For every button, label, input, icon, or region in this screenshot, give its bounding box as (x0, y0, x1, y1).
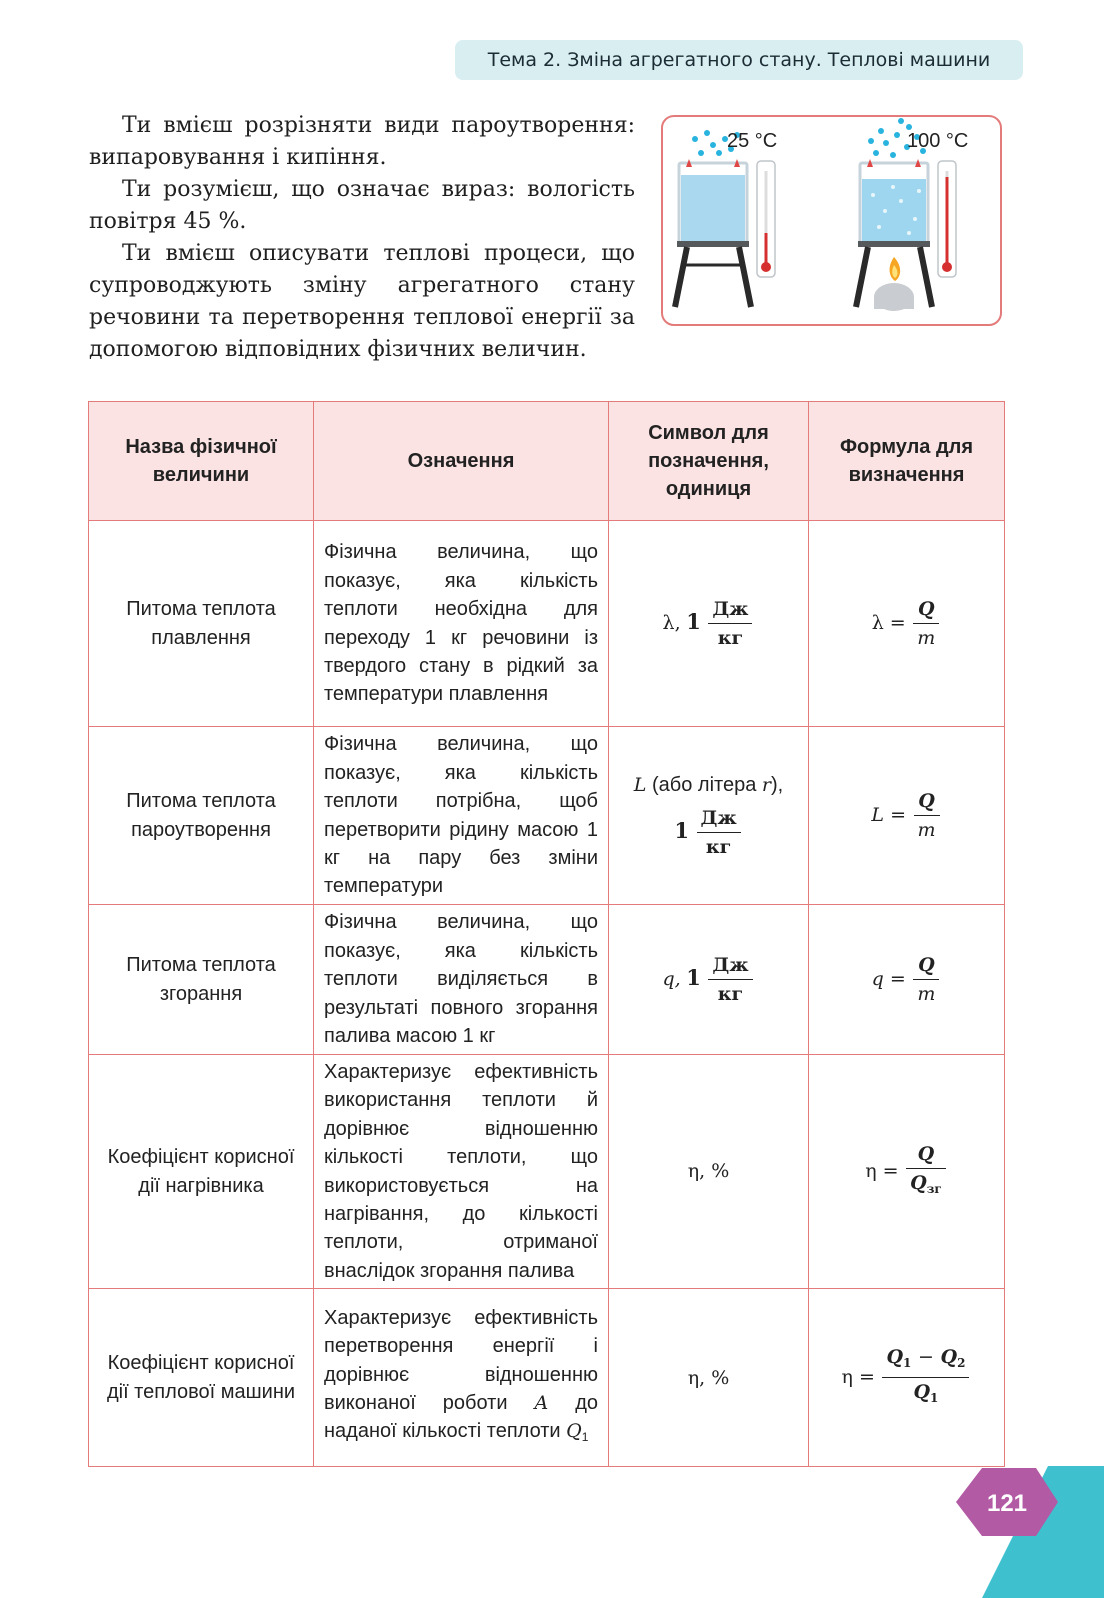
intro-paragraph: Ти розумієш, що означає вираз: вологість повітря 45 %. (89, 177, 635, 234)
unit-coefficient: 1 (686, 964, 701, 990)
symbol-alt-letter: r (761, 773, 771, 796)
table-row (89, 1289, 1005, 1467)
definition-text: Характеризує ефективність перетворення енергії і дорівнює відношенню виконаної роботи (324, 1306, 598, 1414)
formula-num-b-subscript: 2 (957, 1356, 966, 1371)
quantity-formula (809, 1289, 1005, 1467)
quantity-name: Питома теплота пароутворення (89, 727, 314, 905)
quantity-symbol (609, 521, 809, 727)
unit-fraction (708, 596, 752, 651)
thermometer-right-icon (938, 161, 956, 277)
quantity-formula (809, 727, 1005, 905)
definition-tail: до наданої кількості теплоти (324, 1391, 598, 1443)
formula-denominator: m (917, 983, 936, 1005)
intro-text (89, 110, 635, 366)
formula-lhs: η = (865, 1159, 899, 1182)
table-header-row (89, 402, 1005, 521)
formula-lhs: λ = (871, 611, 906, 634)
intro-paragraph: Ти вмієш описувати теплові процеси, що супроводжують зміну агрегатного стану речовини та перетворення теплової енергії за допомогою відповідних фізичних величин. (89, 241, 635, 362)
quantity-symbol (609, 727, 809, 905)
formula-numerator: Q (906, 1141, 946, 1169)
formula-num-a: Q (886, 1346, 903, 1369)
quantity-formula (809, 1055, 1005, 1289)
formula-numerator: Q (914, 788, 940, 816)
quantity-formula (809, 905, 1005, 1055)
quantity-symbol (609, 905, 809, 1055)
table-row (89, 521, 1005, 727)
symbol-letter: q, (662, 967, 681, 990)
formula-denominator: m (917, 819, 936, 841)
formula-den-subscript: 1 (930, 1391, 939, 1406)
table-row (89, 727, 1005, 905)
formula-fraction (914, 788, 940, 843)
formula-numerator: Q (913, 952, 939, 980)
unit-denominator: кг (717, 627, 744, 649)
quantity-name: Питома теплота згорання (89, 905, 314, 1055)
unit-denominator: кг (705, 836, 732, 859)
quantity-definition: Фізична величина, що показує, яка кількість теплоти потрібна, щоб перетворити рідину масою 1 кг на пару без зміни температури (314, 727, 609, 905)
chapter-header (455, 40, 1023, 80)
formula-lhs: q = (871, 967, 906, 990)
page-number: 121 (986, 1490, 1028, 1517)
chapter-title: Тема 2. Зміна агрегатного стану. Теплові машини (487, 49, 991, 71)
quantity-definition (314, 1289, 609, 1467)
formula-fraction (913, 596, 939, 651)
formula-minus: − (917, 1346, 934, 1369)
unit-numerator: Дж (708, 596, 752, 624)
column-header: Означення (314, 402, 609, 521)
definition-variable: A (534, 1391, 549, 1414)
unit-coefficient: 1 (674, 817, 689, 843)
symbol-letter: η, % (687, 1366, 730, 1389)
formula-num-a-subscript: 1 (903, 1356, 912, 1371)
page-number-badge (956, 1466, 1104, 1598)
formula-denominator (906, 1169, 946, 1202)
formula-numerator (882, 1344, 969, 1378)
definition-q-letter: Q (566, 1420, 582, 1443)
formula-fraction (906, 1141, 946, 1202)
formula-numerator: Q (913, 596, 939, 624)
physical-quantities-table (88, 401, 1005, 1467)
thermometer-left-icon (757, 161, 775, 277)
quantity-name: Коефіцієнт корисної дії теплової машини (89, 1289, 314, 1467)
boiling-illustration (661, 115, 1002, 326)
definition-q-subscript: 1 (581, 1430, 589, 1445)
temp-right-label: 100 °C (907, 130, 969, 152)
formula-fraction (913, 952, 939, 1007)
column-header: Формула для визначення (809, 402, 1005, 521)
formula-num-b: Q (940, 1346, 958, 1369)
temp-left-label: 25 °C (727, 130, 778, 152)
quantity-formula (809, 521, 1005, 727)
unit-fraction (708, 952, 752, 1007)
symbol-close: ), (770, 773, 784, 796)
table-row (89, 1055, 1005, 1289)
quantity-symbol (609, 1289, 809, 1467)
unit-numerator: Дж (708, 952, 752, 980)
formula-den-subscript: зг (926, 1182, 942, 1197)
unit-fraction (697, 805, 741, 860)
formula-den-letter: Q (910, 1172, 927, 1195)
formula-den-letter: Q (913, 1381, 931, 1404)
symbol-letter: L (633, 773, 647, 796)
table-row (89, 905, 1005, 1055)
unit-denominator: кг (717, 983, 744, 1005)
formula-fraction (882, 1344, 969, 1411)
unit-coefficient: 1 (686, 608, 701, 634)
quantity-definition: Фізична величина, що показує, яка кількість теплоти необхідна для переходу 1 кг речовини із твердого стану в рідкий за температури плавлення (314, 521, 609, 727)
formula-denominator: m (917, 627, 936, 649)
column-header: Символ для позначення, одиниця (609, 402, 809, 521)
quantity-name: Коефіцієнт корисної дії нагрівника (89, 1055, 314, 1289)
unit-numerator: Дж (697, 805, 741, 833)
formula-lhs: η = (841, 1366, 875, 1389)
quantity-definition: Характеризує ефективність використання теплоти й дорівнює відношенню кількості теплоти, що використовується на нагрівання, до кількості теплоти, отриманої внаслідок згорання палива (314, 1055, 609, 1289)
symbol-letter: λ, (662, 611, 681, 634)
quantity-definition: Фізична величина, що показує, яка кількість теплоти виділяється в результаті повного згорання палива масою 1 кг (314, 905, 609, 1055)
symbol-letter: η, % (687, 1160, 730, 1183)
intro-paragraph: Ти вмієш розрізняти види пароутворення: випаровування і кипіння. (89, 113, 635, 170)
formula-denominator (882, 1378, 969, 1411)
formula-lhs: L = (871, 803, 906, 826)
quantity-name: Питома теплота плавлення (89, 521, 314, 727)
column-header: Назва фізичної величини (89, 402, 314, 521)
quantity-symbol (609, 1055, 809, 1289)
symbol-note: (або літера (651, 773, 757, 796)
